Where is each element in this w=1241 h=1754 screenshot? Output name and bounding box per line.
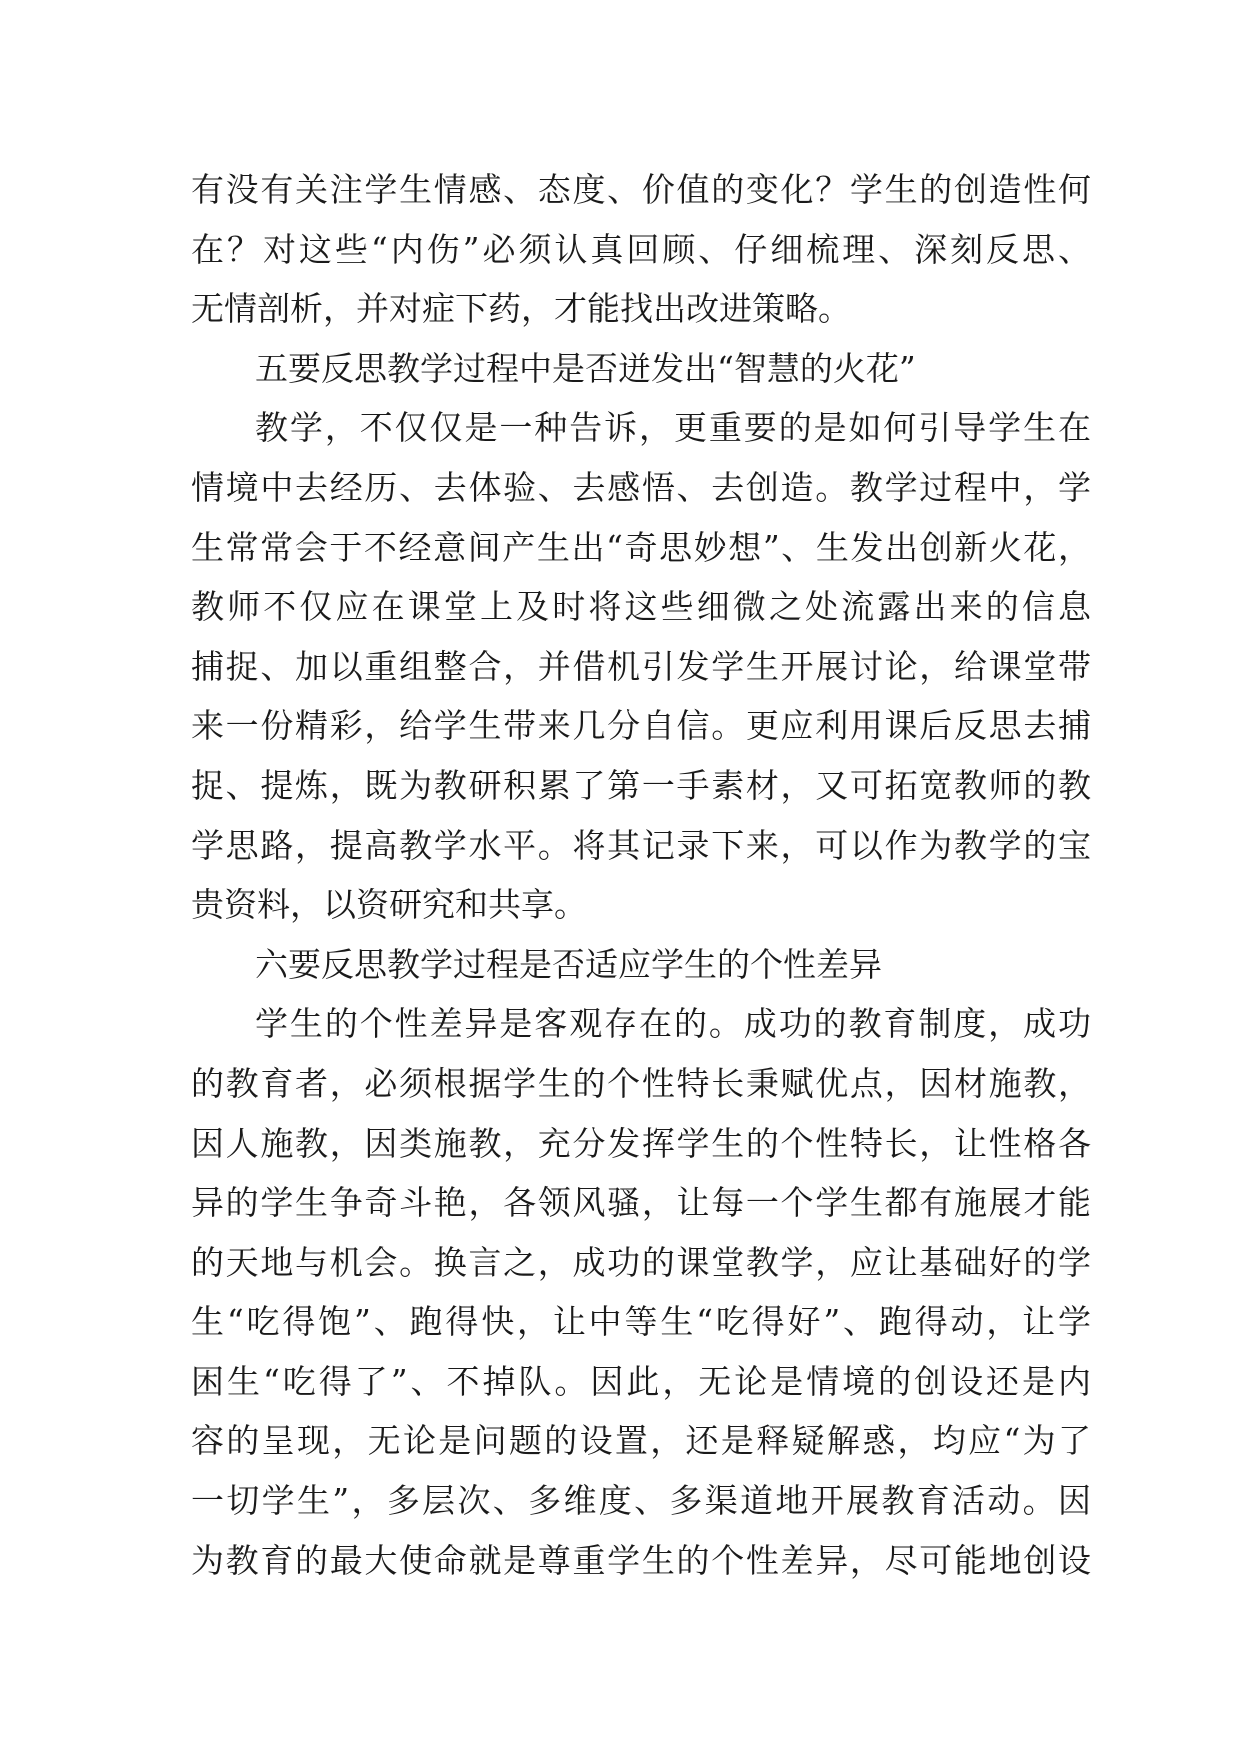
document-line: 学生的个性差异是客观存在的。成功的教育制度，成功 <box>255 1004 1091 1044</box>
document-line: 来一份精彩，给学生带来几分自信。更应利用课后反思去捕 <box>191 706 1091 746</box>
document-line: 异的学生争奇斗艳，各领风骚，让每一个学生都有施展才能 <box>191 1183 1091 1223</box>
document-line: 捉、提炼，既为教研积累了第一手素材，又可拓宽教师的教 <box>191 765 1091 805</box>
document-line: 贵资料，以资研究和共享。 <box>191 885 587 925</box>
document-line: 在？对这些“内伤”必须认真回顾、仔细梳理、深刻反思、 <box>191 229 1091 269</box>
document-line: 容的呈现，无论是问题的设置，还是释疑解惑，均应“为了 <box>191 1421 1091 1461</box>
document-line: 生常常会于不经意间产生出“奇思妙想”、生发出创新火花， <box>191 527 1091 567</box>
document-line: 六要反思教学过程是否适应学生的个性差异 <box>255 944 882 984</box>
document-line: 教学，不仅仅是一种告诉，更重要的是如何引导学生在 <box>255 408 1091 448</box>
document-line: 的教育者，必须根据学生的个性特长秉赋优点，因材施教， <box>191 1063 1091 1103</box>
document-body <box>191 160 1091 1590</box>
document-line: 捕捉、加以重组整合，并借机引发学生开展讨论，给课堂带 <box>191 646 1091 686</box>
document-line: 生“吃得饱”、跑得快，让中等生“吃得好”、跑得动，让学 <box>191 1302 1091 1342</box>
document-line: 学思路，提高教学水平。将其记录下来，可以作为教学的宝 <box>191 825 1091 865</box>
document-line: 因人施教，因类施教，充分发挥学生的个性特长，让性格各 <box>191 1123 1091 1163</box>
document-line: 教师不仅应在课堂上及时将这些细微之处流露出来的信息 <box>191 587 1091 627</box>
document-line: 五要反思教学过程中是否迸发出“智慧的火花” <box>255 348 916 388</box>
document-line: 困生“吃得了”、不掉队。因此，无论是情境的创设还是内 <box>191 1361 1091 1401</box>
document-line: 情境中去经历、去体验、去感悟、去创造。教学过程中，学 <box>191 467 1091 507</box>
document-line: 一切学生”，多层次、多维度、多渠道地开展教育活动。因 <box>191 1481 1091 1521</box>
document-line: 无情剖析，并对症下药，才能找出改进策略。 <box>191 289 851 329</box>
document-line: 的天地与机会。换言之，成功的课堂教学，应让基础好的学 <box>191 1242 1091 1282</box>
document-line: 有没有关注学生情感、态度、价值的变化？学生的创造性何 <box>191 170 1091 209</box>
document-line: 为教育的最大使命就是尊重学生的个性差异，尽可能地创设 <box>191 1540 1091 1580</box>
